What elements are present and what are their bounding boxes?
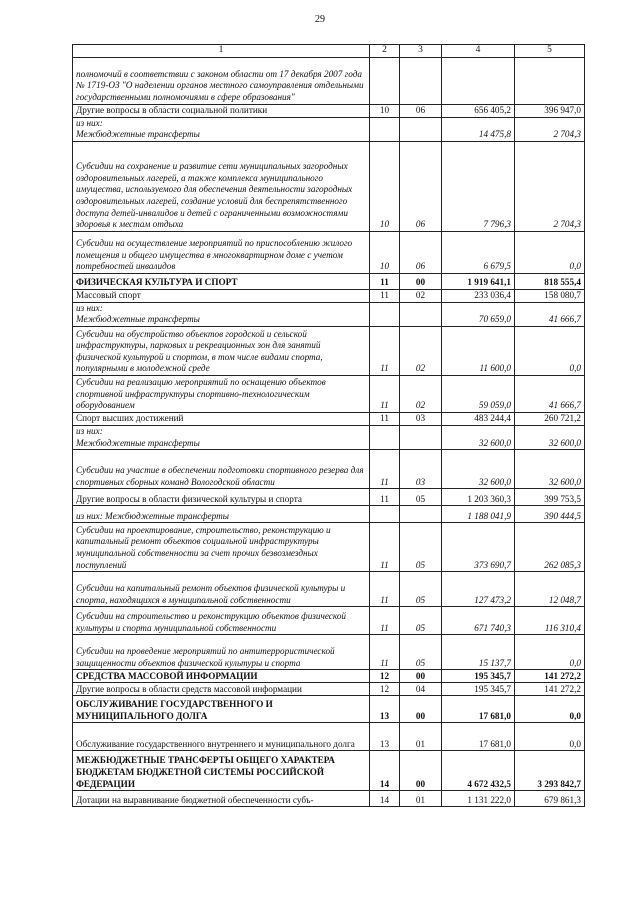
row-subsection-code: 01: [400, 723, 442, 751]
row-value-plan: 11 600,0: [442, 326, 515, 375]
row-value-actual: 141 272,2: [515, 683, 585, 696]
table-row: [73, 489, 585, 506]
row-value-plan: 483 244,4: [442, 412, 515, 425]
row-value-actual: 399 753,5: [515, 489, 585, 506]
row-value-plan: 7 796,3: [442, 141, 515, 231]
row-description: ФИЗИЧЕСКАЯ КУЛЬТУРА И СПОРТ: [73, 273, 370, 289]
row-section-code: 10: [370, 231, 400, 273]
header-cell: 5: [515, 45, 585, 58]
row-value-actual: 679 861,3: [515, 791, 585, 807]
row-section-code: 14: [370, 751, 400, 791]
table-row: [73, 425, 585, 449]
row-section-code: 11: [370, 523, 400, 572]
table-row: [73, 683, 585, 696]
row-description: Массовый спорт: [73, 289, 370, 302]
row-value-actual: 262 085,3: [515, 523, 585, 572]
table-row: [73, 791, 585, 807]
row-section-code: [370, 425, 400, 449]
row-section-code: 12: [370, 683, 400, 696]
table-row: [73, 57, 585, 104]
row-value-plan: 59 059,0: [442, 375, 515, 412]
row-value-plan: 70 659,0: [442, 302, 515, 326]
row-value-plan: 15 137,7: [442, 635, 515, 670]
row-subsection-code: 06: [400, 104, 442, 117]
row-section-code: 10: [370, 141, 400, 231]
row-subsection-code: 05: [400, 489, 442, 506]
row-description: Обслуживание государственного внутреннего и муниципального долга: [73, 723, 370, 751]
table-row: [73, 450, 585, 489]
row-subsection-code: [400, 117, 442, 141]
row-description: из них: Межбюджетные трансферты: [73, 302, 370, 326]
table-row: [73, 302, 585, 326]
row-subsection-code: 01: [400, 791, 442, 807]
row-subsection-code: [400, 506, 442, 523]
row-subsection-code: 05: [400, 523, 442, 572]
row-value-actual: 41 666,7: [515, 375, 585, 412]
row-section-code: 11: [370, 289, 400, 302]
table-row: [73, 635, 585, 670]
row-section-code: 11: [370, 273, 400, 289]
table-row: [73, 289, 585, 302]
row-value-actual: 818 555,4: [515, 273, 585, 289]
table-row: [73, 506, 585, 523]
row-description: Субсидии на реализацию мероприятий по оснащению объектов спортивной инфраструктуры спортивно-технологическим оборудованием: [73, 375, 370, 412]
row-section-code: [370, 117, 400, 141]
row-subsection-code: 00: [400, 751, 442, 791]
header-cell: 3: [400, 45, 442, 58]
row-value-actual: 0,0: [515, 231, 585, 273]
row-section-code: 14: [370, 791, 400, 807]
row-section-code: 11: [370, 572, 400, 607]
row-value-actual: 141 272,2: [515, 670, 585, 683]
row-subsection-code: [400, 302, 442, 326]
row-description: Субсидии на проектирование, строительство, реконструкцию и капитальный ремонт объектов социальной инфраструктуры муниципальной собственности за счет прочих безвозмездных поступлений: [73, 523, 370, 572]
row-description: Субсидии на сохранение и развитие сети муниципальных загородных оздоровительных лагерей, а также комплекса муниципального имущества, используемого для обеспечения деятельности загородных оздоровительных лагерей, создание условий для беспрепятственного доступа детей-инвалидов и детей с ограниченными возможностями здоровья к местам отдыха: [73, 141, 370, 231]
row-value-actual: 12 048,7: [515, 572, 585, 607]
row-value-plan: 373 690,7: [442, 523, 515, 572]
row-description: СРЕДСТВА МАССОВОЙ ИНФОРМАЦИИ: [73, 670, 370, 683]
row-section-code: 11: [370, 450, 400, 489]
row-section-code: [370, 302, 400, 326]
row-value-plan: 4 672 432,5: [442, 751, 515, 791]
row-section-code: [370, 506, 400, 523]
row-value-plan: 671 740,3: [442, 607, 515, 635]
budget-table: [72, 44, 585, 807]
row-section-code: 11: [370, 326, 400, 375]
row-value-plan: 32 600,0: [442, 425, 515, 449]
row-subsection-code: 05: [400, 572, 442, 607]
row-value-plan: 14 475,8: [442, 117, 515, 141]
table-row: [73, 696, 585, 723]
row-value-plan: 17 681,0: [442, 696, 515, 723]
row-value-actual: 390 444,5: [515, 506, 585, 523]
row-subsection-code: 05: [400, 635, 442, 670]
row-value-actual: 158 080,7: [515, 289, 585, 302]
table-row: [73, 412, 585, 425]
row-value-actual: 2 704,3: [515, 117, 585, 141]
row-description: Субсидии на осуществление мероприятий по приспособлению жилого помещения и общего имущества в многоквартирном доме с учетом потребностей инвалидов: [73, 231, 370, 273]
row-value-plan: 656 405,2: [442, 104, 515, 117]
table-header-row: [73, 45, 585, 58]
row-section-code: 12: [370, 670, 400, 683]
row-value-plan: 195 345,7: [442, 670, 515, 683]
row-description: Субсидии на проведение мероприятий по антитеррористической защищенности объектов физической культуры и спорта: [73, 635, 370, 670]
row-value-plan: 32 600,0: [442, 450, 515, 489]
table-row: [73, 607, 585, 635]
row-description: ОБСЛУЖИВАНИЕ ГОСУДАРСТВЕННОГО И МУНИЦИПАЛЬНОГО ДОЛГА: [73, 696, 370, 723]
row-description: из них: Межбюджетные трансферты: [73, 425, 370, 449]
row-value-plan: 17 681,0: [442, 723, 515, 751]
row-value-plan: 1 919 641,1: [442, 273, 515, 289]
row-value-plan: 1 188 041,9: [442, 506, 515, 523]
row-value-actual: 32 600,0: [515, 450, 585, 489]
row-section-code: 11: [370, 375, 400, 412]
row-subsection-code: 02: [400, 289, 442, 302]
row-value-actual: 3 293 842,7: [515, 751, 585, 791]
row-subsection-code: 03: [400, 412, 442, 425]
row-subsection-code: 02: [400, 375, 442, 412]
table-row: [73, 723, 585, 751]
row-subsection-code: 05: [400, 607, 442, 635]
row-subsection-code: 02: [400, 326, 442, 375]
row-description: Другие вопросы в области физической культуры и спорта: [73, 489, 370, 506]
row-section-code: 11: [370, 412, 400, 425]
row-description: из них: Межбюджетные трансферты: [73, 506, 370, 523]
row-value-actual: 260 721,2: [515, 412, 585, 425]
table-row: [73, 751, 585, 791]
row-description: Субсидии на капитальный ремонт объектов физической культуры и спорта, находящихся в муниципальной собственности: [73, 572, 370, 607]
table-row: [73, 117, 585, 141]
row-subsection-code: [400, 425, 442, 449]
row-subsection-code: 03: [400, 450, 442, 489]
row-section-code: 13: [370, 696, 400, 723]
row-description: Субсидии на строительство и реконструкцию объектов физической культуры и спорта муниципальной собственности: [73, 607, 370, 635]
row-value-actual: 0,0: [515, 635, 585, 670]
row-description: Субсидии на обустройство объектов городской и сельской инфраструктуры, парковых и рекреационных зон для занятий физической культурой и спортом, в том числе видами спорта, популярными в молодежной среде: [73, 326, 370, 375]
table-row: [73, 104, 585, 117]
row-value-actual: 0,0: [515, 326, 585, 375]
header-cell: 1: [73, 45, 370, 58]
row-value-actual: 0,0: [515, 696, 585, 723]
row-value-plan: 195 345,7: [442, 683, 515, 696]
row-value-actual: 116 310,4: [515, 607, 585, 635]
row-value-actual: [515, 57, 585, 104]
table-row: [73, 273, 585, 289]
row-subsection-code: 06: [400, 231, 442, 273]
row-subsection-code: 04: [400, 683, 442, 696]
row-description: Другие вопросы в области средств массовой информации: [73, 683, 370, 696]
row-section-code: 11: [370, 635, 400, 670]
row-description: Дотации на выравнивание бюджетной обеспеченности субъ-: [73, 791, 370, 807]
table-row: [73, 375, 585, 412]
table-row: [73, 326, 585, 375]
row-description: из них: Межбюджетные трансферты: [73, 117, 370, 141]
table-row: [73, 141, 585, 231]
table-row: [73, 231, 585, 273]
table-row: [73, 523, 585, 572]
page-number: 29: [315, 14, 325, 25]
header-cell: 2: [370, 45, 400, 58]
row-subsection-code: [400, 57, 442, 104]
row-value-plan: 127 473,2: [442, 572, 515, 607]
row-subsection-code: 00: [400, 696, 442, 723]
row-subsection-code: 00: [400, 273, 442, 289]
row-value-actual: 41 666,7: [515, 302, 585, 326]
row-description: Субсидии на участие в обеспечении подготовки спортивного резерва для спортивных сборных команд Вологодской области: [73, 450, 370, 489]
row-subsection-code: 00: [400, 670, 442, 683]
row-section-code: 10: [370, 104, 400, 117]
row-value-actual: 0,0: [515, 723, 585, 751]
row-value-plan: 1 203 360,3: [442, 489, 515, 506]
row-description: полномочий в соответствии с законом области от 17 декабря 2007 года № 1719-ОЗ "О наделении органов местного самоуправления отдельными государственными полномочиями в сфере образования": [73, 57, 370, 104]
row-description: Спорт высших достижений: [73, 412, 370, 425]
row-description: МЕЖБЮДЖЕТНЫЕ ТРАНСФЕРТЫ ОБЩЕГО ХАРАКТЕРА БЮДЖЕТАМ БЮДЖЕТНОЙ СИСТЕМЫ РОССИЙСКОЙ ФЕДЕРАЦИИ: [73, 751, 370, 791]
row-section-code: 13: [370, 723, 400, 751]
row-value-plan: 233 036,4: [442, 289, 515, 302]
row-value-plan: 1 131 222,0: [442, 791, 515, 807]
header-cell: 4: [442, 45, 515, 58]
row-value-actual: 32 600,0: [515, 425, 585, 449]
row-section-code: 11: [370, 489, 400, 506]
table-row: [73, 572, 585, 607]
row-value-plan: 6 679,5: [442, 231, 515, 273]
row-description: Другие вопросы в области социальной политики: [73, 104, 370, 117]
row-section-code: [370, 57, 400, 104]
table-row: [73, 670, 585, 683]
row-value-actual: 396 947,0: [515, 104, 585, 117]
row-section-code: 11: [370, 607, 400, 635]
row-value-actual: 2 704,3: [515, 141, 585, 231]
row-value-plan: [442, 57, 515, 104]
row-subsection-code: 06: [400, 141, 442, 231]
